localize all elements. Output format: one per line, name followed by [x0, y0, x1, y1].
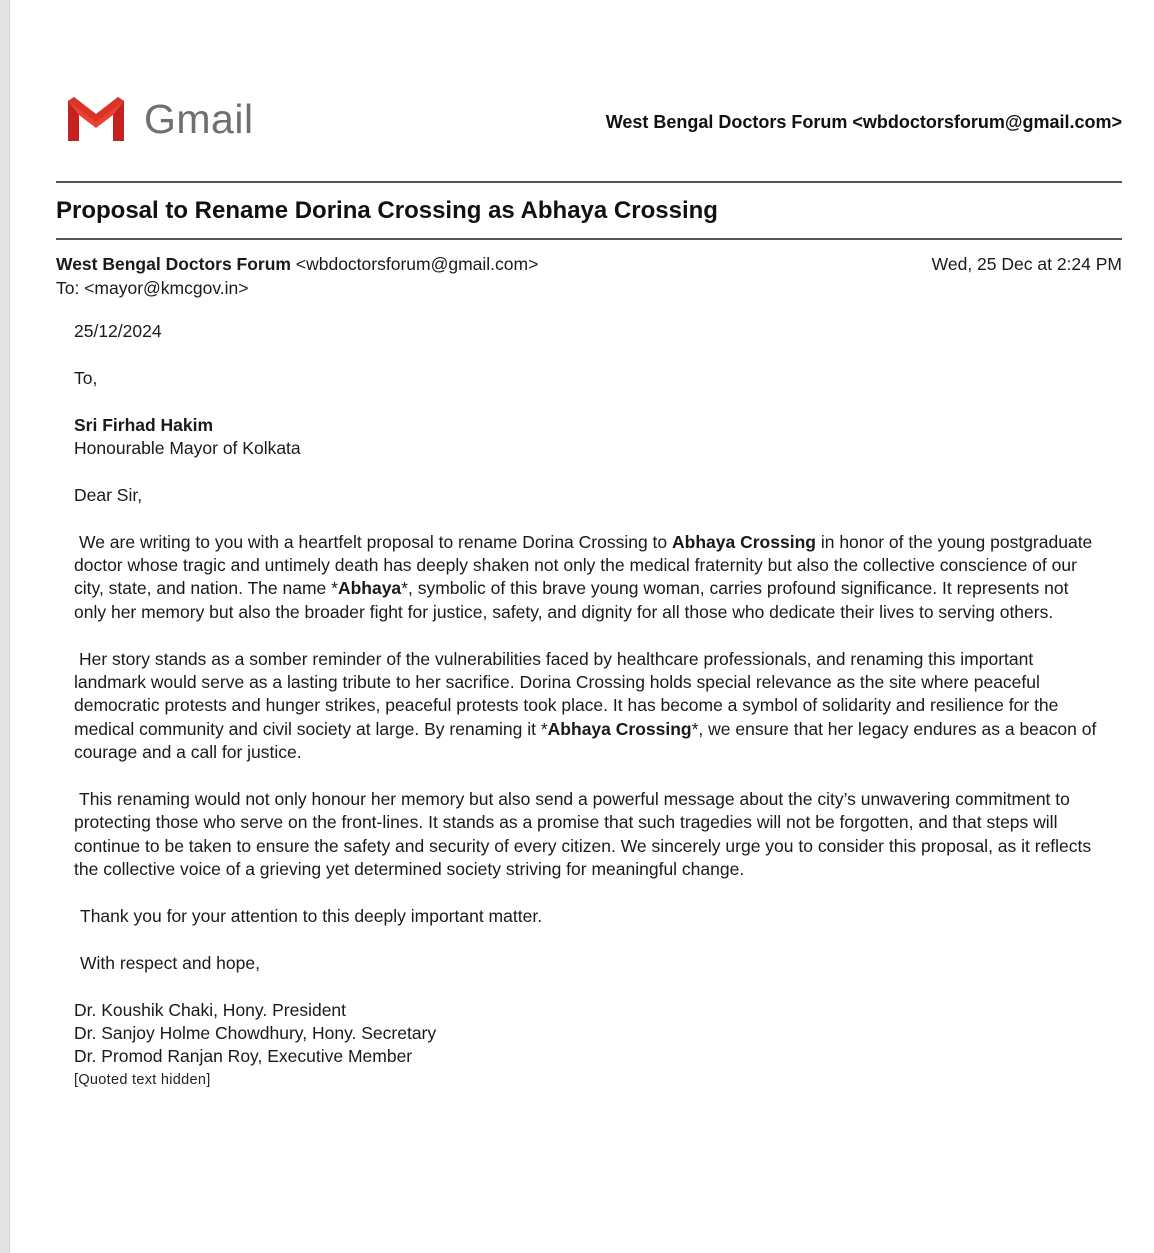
sender-address[interactable]: <wbdoctorsforum@gmail.com>	[295, 254, 539, 274]
letter-date: 25/12/2024	[74, 321, 162, 341]
p1-bold-d: Abhaya	[337, 578, 402, 599]
gmail-wordmark: Gmail	[144, 95, 254, 142]
recipient-title: Honourable Mayor of Kolkata	[74, 438, 301, 458]
signature-2: Dr. Sanjoy Holme Chowdhury, Hony. Secretary	[74, 1023, 437, 1044]
quoted-text-hidden[interactable]: [Quoted text hidden]	[74, 1071, 211, 1088]
paragraph-2	[74, 648, 1104, 765]
print-header-sender: West Bengal Doctors Forum <wbdoctorsforum@gmail.com>	[605, 112, 1122, 132]
closing-line: With respect and hope,	[80, 952, 260, 973]
signature-3: Dr. Promod Ranjan Roy, Executive Member	[74, 1046, 413, 1067]
p1-text-a: We are writing to you with a heartfelt proposal to rename Dorina Crossing to	[79, 531, 673, 552]
p2-text-c: *, we ensure that her legacy endures as a beacon of courage and a call for justice.	[74, 718, 1097, 763]
top-divider	[56, 181, 1122, 183]
p2-bold-b: Abhaya Crossing	[547, 718, 692, 739]
paragraph-1	[74, 531, 1104, 625]
subject-divider	[56, 238, 1122, 240]
email-from	[56, 254, 538, 275]
email-subject: Proposal to Rename Dorina Crossing as Abhaya Crossing	[56, 197, 718, 224]
thanks-line: Thank you for your attention to this deeply important matter.	[80, 906, 543, 927]
signature-1: Dr. Koushik Chaki, Hony. President	[74, 999, 347, 1020]
page-edge	[0, 0, 9, 1253]
page-edge-line	[9, 0, 10, 1253]
salutation: Dear Sir,	[74, 484, 143, 505]
gmail-m-icon	[64, 95, 128, 143]
email-date: Wed, 25 Dec at 2:24 PM	[931, 254, 1122, 274]
letter-to: To,	[74, 367, 98, 388]
p1-text-c: in honor of the young postgraduate doctor whose tragic and untimely death has deeply shaken not only the medical fraternity but also the collective conscience of our city, state, and nation. The name *	[74, 531, 1093, 599]
recipient-block	[74, 414, 1104, 461]
email-to: To: <mayor@kmcgov.in>	[56, 278, 249, 298]
gmail-logo	[64, 95, 254, 143]
sender-name: West Bengal Doctors Forum	[56, 254, 291, 274]
recipient-name: Sri Firhad Hakim	[74, 414, 214, 435]
p2-text-a: Her story stands as a somber reminder of the vulnerabilities faced by healthcare professionals, and renaming this important landmark would serve as a lasting tribute to her sacrifice. Dorina Crossing holds special relevance as the site where peaceful democratic protests and hunger strikes, peaceful protests took place. It has become a symbol of solidarity and resilience for the medical community and civil society at large. By renaming it *	[74, 648, 1059, 739]
p1-bold-b: Abhaya Crossing	[672, 531, 816, 552]
paragraph-3: This renaming would not only honour her memory but also send a powerful message about the city’s unwavering commitment to protecting those who serve on the front-lines. It stands as a promise that such tragedies will not be forgotten, and that steps will continue to be taken to ensure the safety and security of every citizen. We sincerely urge you to consider this proposal, as it reflects the collective voice of a grieving yet determined society striving for meaningful change.	[74, 789, 1092, 880]
p1-text-e: *, symbolic of this brave young woman, carries profound significance. It represents not only her memory but also the broader fight for justice, safety, and dignity for all those who dedicate their lives to serving others.	[74, 578, 1069, 622]
email-body	[74, 320, 1104, 1092]
